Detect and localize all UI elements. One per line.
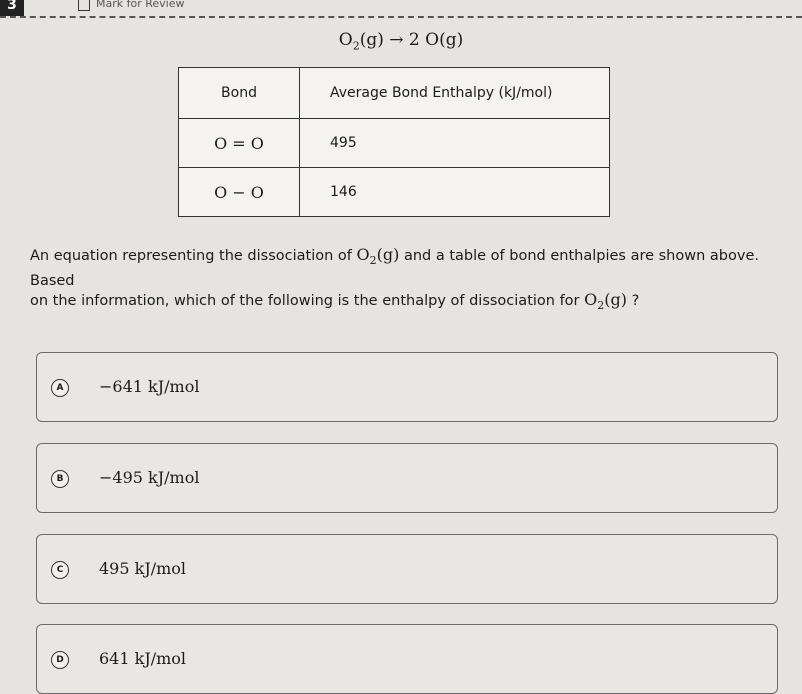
table-header-row [179, 68, 610, 119]
species-subscript: 2 [369, 254, 377, 268]
table-cell-bond: O − O [179, 168, 300, 217]
species-symbol: O [584, 290, 598, 309]
bond-enthalpy-table [178, 67, 610, 217]
table-cell-enthalpy: 495 [300, 119, 610, 168]
choice-letter-badge: B [51, 470, 69, 488]
choice-letter-badge: A [51, 379, 69, 397]
equation-arrow: → [389, 30, 404, 50]
table-cell-bond: O = O [179, 119, 300, 168]
question-line1-start: An equation representing the dissociation of [30, 248, 357, 264]
choice-letter-badge: D [51, 651, 69, 669]
question-line1-end: and a table of bond enthalpies are shown above. Based [30, 248, 759, 290]
answer-choice-d[interactable] [36, 624, 778, 694]
table-header-enthalpy: Average Bond Enthalpy (kJ/mol) [300, 68, 610, 119]
question-number: 3 [0, 0, 24, 16]
answer-choice-a[interactable] [36, 352, 778, 422]
table-cell-enthalpy: 146 [300, 168, 610, 217]
question-line2-start: on the information, which of the following is the enthalpy of dissociation for [30, 293, 585, 309]
question-line2-end: ? [626, 293, 640, 309]
choice-letter-badge: C [51, 561, 69, 579]
species-state: (g) [604, 290, 627, 309]
species-subscript: 2 [597, 299, 605, 313]
mark-for-review-label[interactable]: Mark for Review [96, 0, 185, 10]
answer-choice-b[interactable] [36, 443, 778, 513]
equation-reactant-subscript: 2 [352, 39, 360, 53]
choice-value: 495 kJ/mol [99, 559, 187, 578]
species-state: (g) [376, 245, 400, 264]
equation-reactant-state: (g) [359, 30, 384, 50]
table-row [179, 168, 610, 217]
question-text-line-1 [30, 245, 790, 291]
species-symbol: O [356, 245, 370, 264]
question-text-line-2 [30, 290, 790, 316]
question-species [584, 290, 627, 313]
table-header-bond: Bond [179, 68, 300, 119]
top-bar [0, 0, 802, 18]
equation-product: 2 O(g) [408, 30, 464, 50]
choice-value: −641 kJ/mol [99, 377, 200, 396]
choice-value: 641 kJ/mol [99, 649, 187, 668]
choice-value: −495 kJ/mol [99, 468, 200, 487]
equation-reactant: O [338, 30, 353, 50]
answer-choice-c[interactable] [36, 534, 778, 604]
question-species [356, 245, 400, 268]
bookmark-icon[interactable] [78, 0, 90, 11]
table-row [179, 119, 610, 168]
reaction-equation [0, 30, 802, 52]
